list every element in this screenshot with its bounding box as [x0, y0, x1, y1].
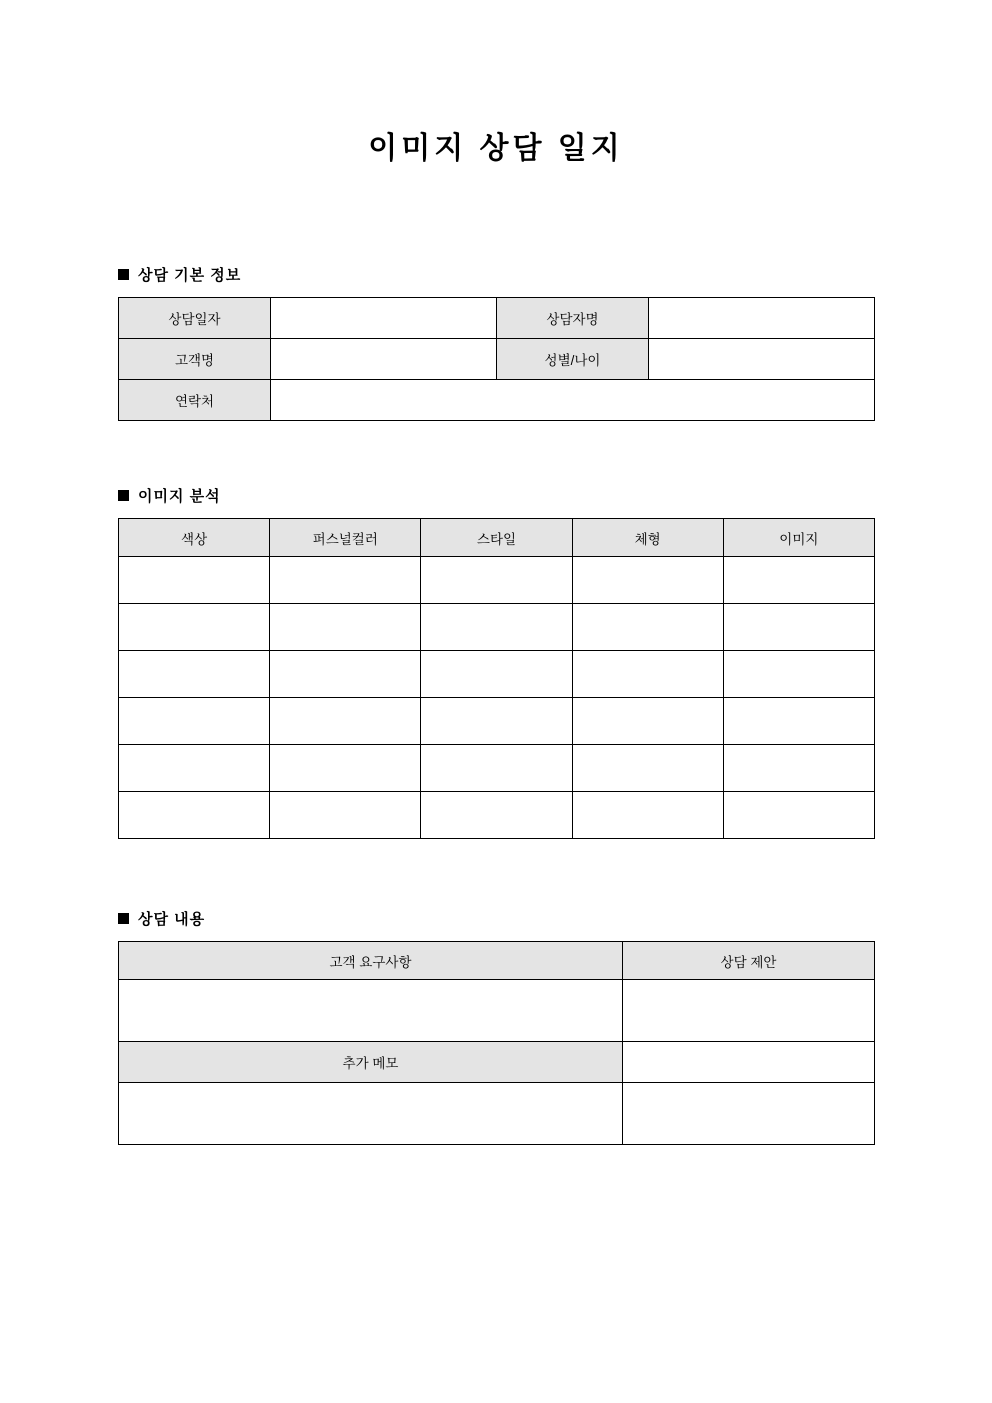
page-title: 이미지 상담 일지 — [368, 132, 624, 165]
field-consult-proposal-continued[interactable] — [623, 1042, 875, 1083]
table-row — [119, 1042, 875, 1083]
column-header-style: 스타일 — [421, 519, 572, 557]
cell-color[interactable] — [119, 792, 270, 839]
basic-info-table — [118, 297, 875, 421]
cell-body-type[interactable] — [572, 698, 723, 745]
cell-personal-color[interactable] — [270, 557, 421, 604]
table-row — [119, 745, 875, 792]
column-header-consult-proposal: 상담 제안 — [623, 942, 875, 980]
section-heading-consult-content — [118, 908, 874, 929]
cell-body-type[interactable] — [572, 792, 723, 839]
section-consult-content — [118, 908, 874, 1145]
label-gender-age: 성별/나이 — [497, 339, 649, 380]
table-row — [119, 339, 875, 380]
label-counselor-name: 상담자명 — [497, 298, 649, 339]
column-header-client-request: 고객 요구사항 — [119, 942, 623, 980]
section-basic-info — [118, 264, 874, 421]
field-consult-date[interactable] — [271, 298, 497, 339]
section-image-analysis — [118, 485, 874, 839]
cell-image[interactable] — [723, 792, 874, 839]
bullet-square-icon — [118, 913, 129, 924]
cell-style[interactable] — [421, 604, 572, 651]
cell-style[interactable] — [421, 745, 572, 792]
section-heading-label: 상담 기본 정보 — [138, 267, 242, 284]
label-additional-memo: 추가 메모 — [119, 1042, 623, 1083]
field-client-request[interactable] — [119, 980, 623, 1042]
column-header-color: 색상 — [119, 519, 270, 557]
cell-style[interactable] — [421, 557, 572, 604]
table-row — [119, 651, 875, 698]
cell-body-type[interactable] — [572, 557, 723, 604]
cell-body-type[interactable] — [572, 745, 723, 792]
table-row — [119, 1083, 875, 1145]
column-header-body-type: 체형 — [572, 519, 723, 557]
table-header-row — [119, 519, 875, 557]
label-consult-date: 상담일자 — [119, 298, 271, 339]
table-row — [119, 698, 875, 745]
consult-content-table — [118, 941, 875, 1145]
cell-style[interactable] — [421, 651, 572, 698]
table-row — [119, 604, 875, 651]
cell-image[interactable] — [723, 745, 874, 792]
field-additional-memo-right[interactable] — [623, 1083, 875, 1145]
field-additional-memo[interactable] — [119, 1083, 623, 1145]
table-row — [119, 380, 875, 421]
column-header-personal-color: 퍼스널컬러 — [270, 519, 421, 557]
table-row — [119, 557, 875, 604]
column-header-image: 이미지 — [723, 519, 874, 557]
field-gender-age[interactable] — [649, 339, 875, 380]
cell-personal-color[interactable] — [270, 698, 421, 745]
field-client-name[interactable] — [271, 339, 497, 380]
label-client-name: 고객명 — [119, 339, 271, 380]
cell-body-type[interactable] — [572, 651, 723, 698]
field-counselor-name[interactable] — [649, 298, 875, 339]
label-contact: 연락처 — [119, 380, 271, 421]
image-analysis-table — [118, 518, 875, 839]
cell-personal-color[interactable] — [270, 604, 421, 651]
cell-image[interactable] — [723, 604, 874, 651]
cell-color[interactable] — [119, 651, 270, 698]
bullet-square-icon — [118, 490, 129, 501]
cell-color[interactable] — [119, 604, 270, 651]
table-row — [119, 980, 875, 1042]
field-contact[interactable] — [271, 380, 875, 421]
section-heading-label: 상담 내용 — [138, 911, 206, 928]
cell-personal-color[interactable] — [270, 792, 421, 839]
cell-body-type[interactable] — [572, 604, 723, 651]
table-header-row — [119, 942, 875, 980]
cell-color[interactable] — [119, 745, 270, 792]
cell-color[interactable] — [119, 557, 270, 604]
cell-style[interactable] — [421, 698, 572, 745]
cell-image[interactable] — [723, 651, 874, 698]
table-row — [119, 792, 875, 839]
section-heading-label: 이미지 분석 — [138, 488, 221, 505]
section-heading-basic-info — [118, 264, 874, 285]
section-heading-image-analysis — [118, 485, 874, 506]
bullet-square-icon — [118, 269, 129, 280]
cell-style[interactable] — [421, 792, 572, 839]
cell-color[interactable] — [119, 698, 270, 745]
cell-image[interactable] — [723, 698, 874, 745]
table-row — [119, 298, 875, 339]
field-consult-proposal[interactable] — [623, 980, 875, 1042]
cell-image[interactable] — [723, 557, 874, 604]
cell-personal-color[interactable] — [270, 745, 421, 792]
cell-personal-color[interactable] — [270, 651, 421, 698]
